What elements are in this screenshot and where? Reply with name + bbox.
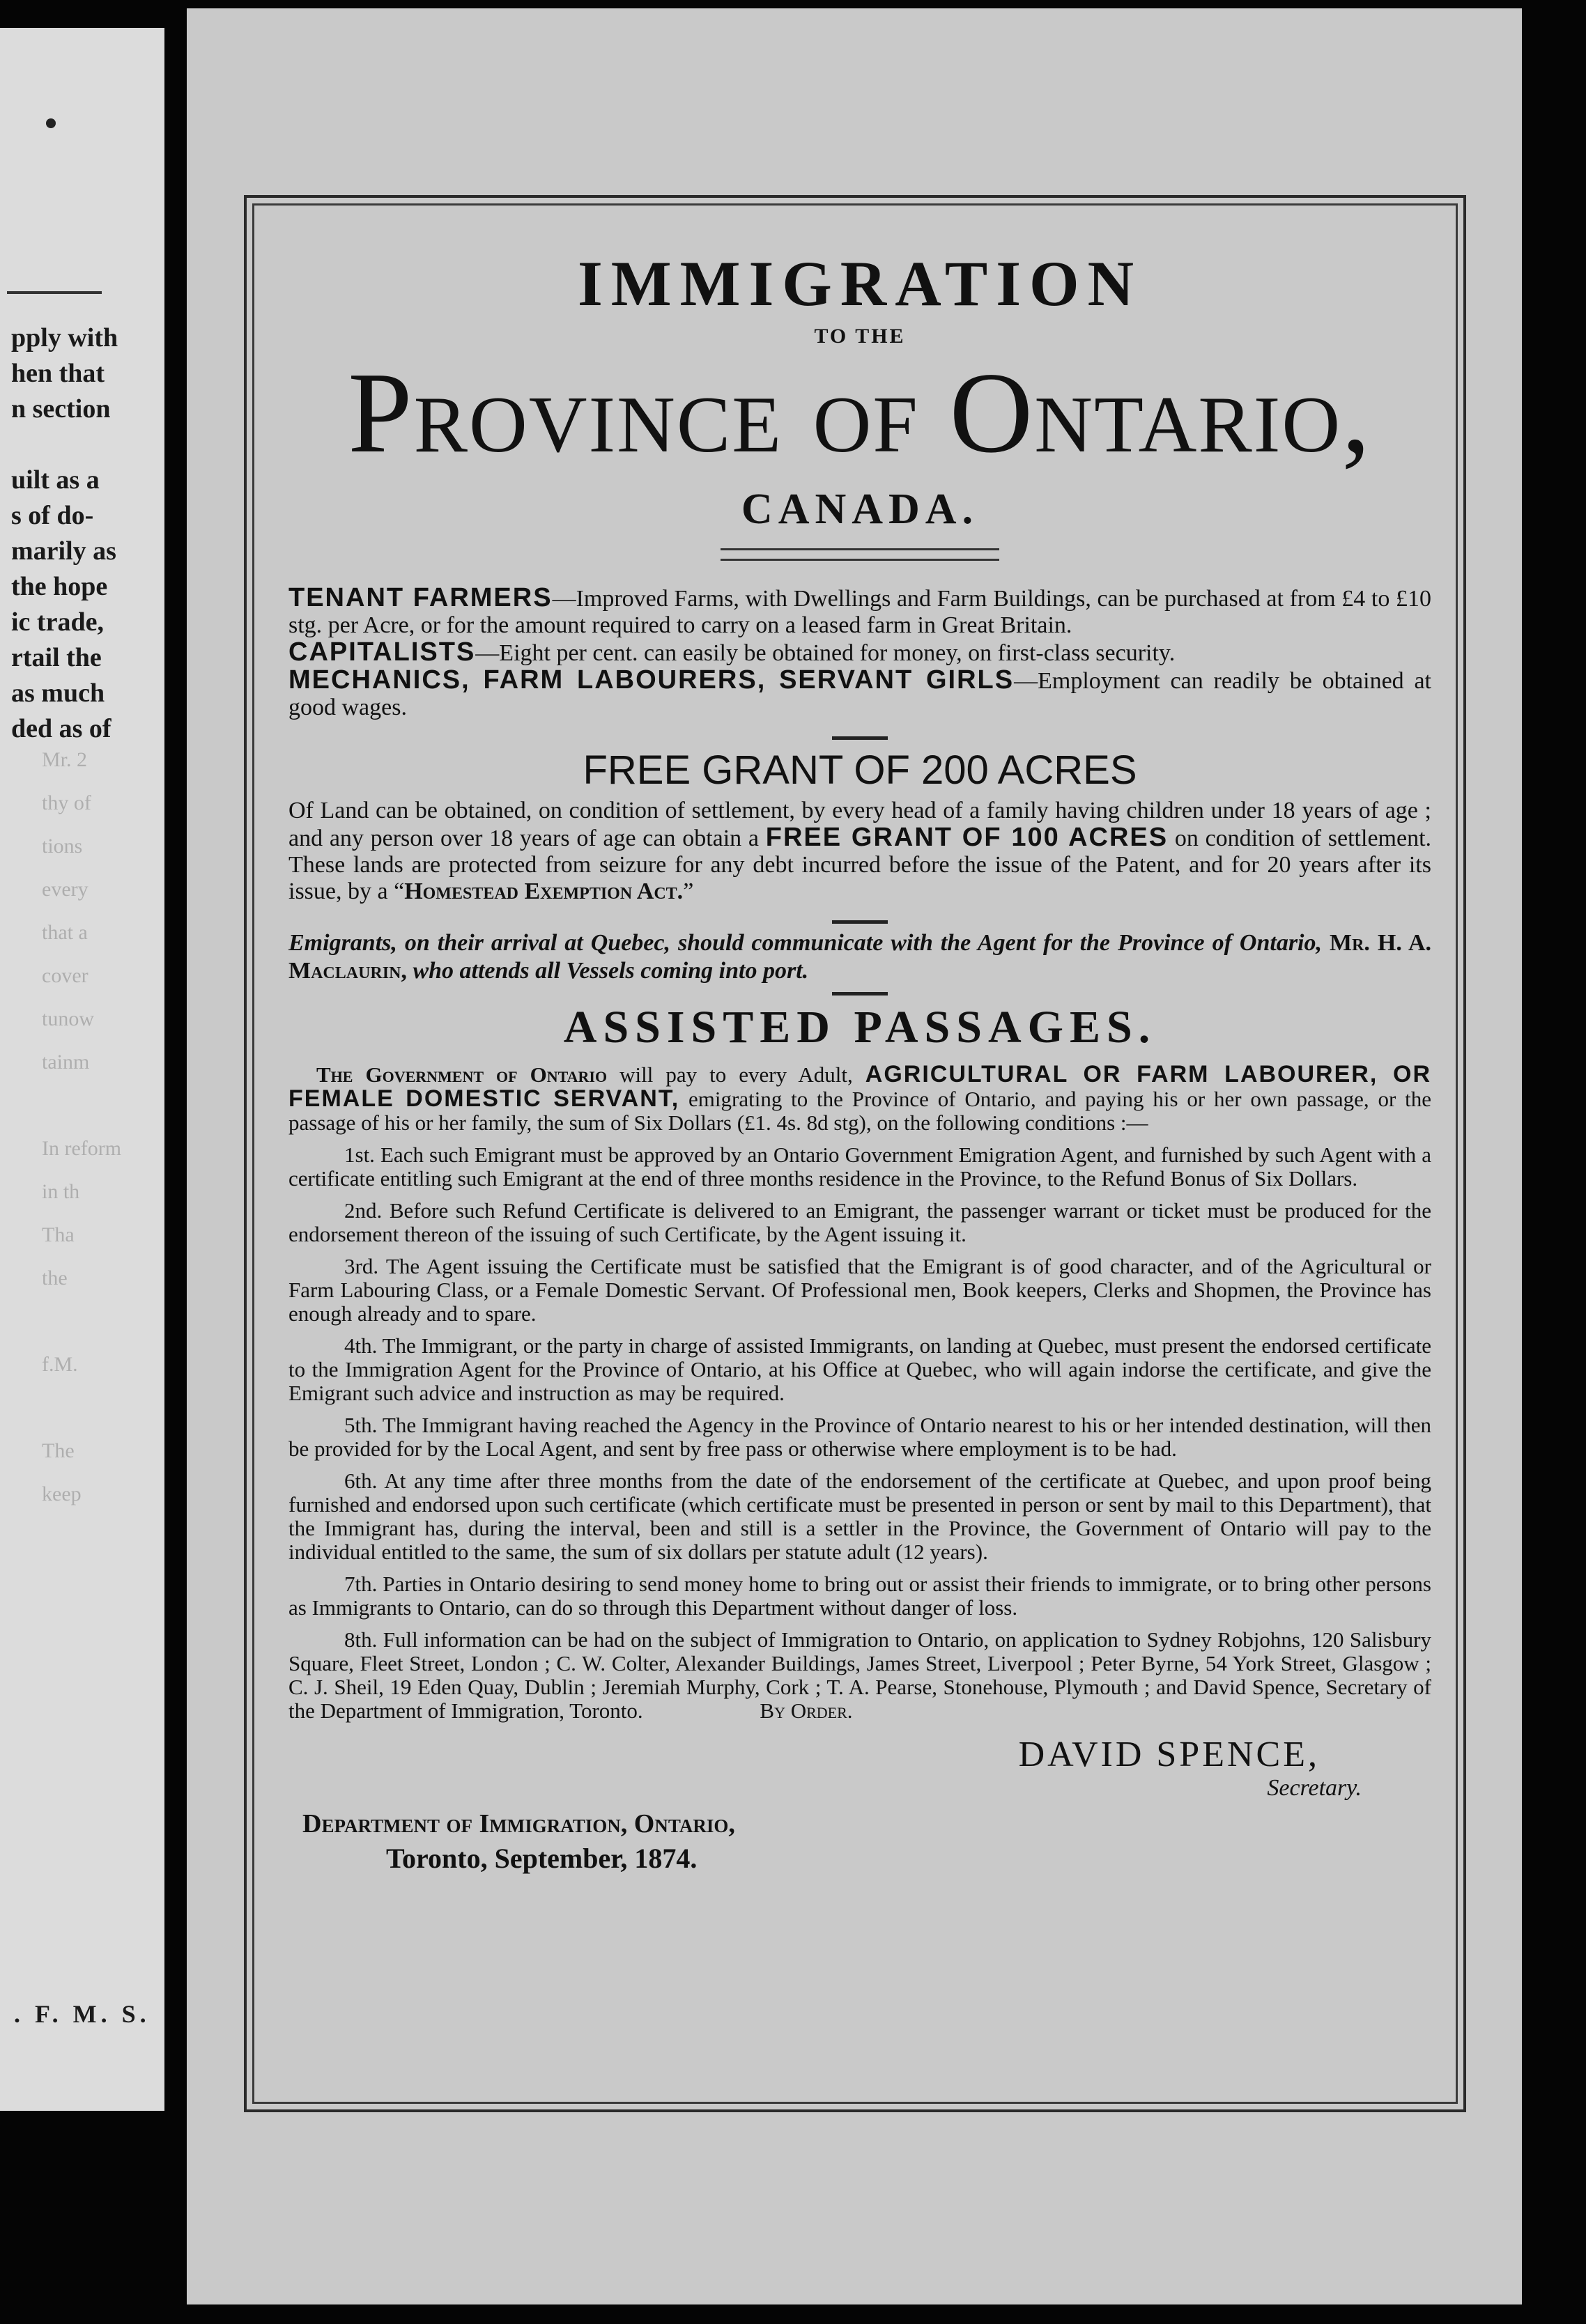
free-grant-bold: FREE GRANT OF 100 ACRES — [765, 823, 1169, 852]
facing-line: rtail the — [11, 643, 102, 672]
title-double-rule — [721, 548, 999, 561]
emigrants-notice — [288, 929, 1431, 985]
free-grant-text-2: on condition of settlement. These lands are protected from seizure for any debt incurred before the issue of the Patent, and for 20 years after its issue, by a “ — [288, 826, 1432, 904]
ink-dot — [46, 118, 56, 128]
bleed-line — [42, 1516, 153, 1559]
to-the-text: TO THE — [814, 325, 906, 348]
capitalists-label: CAPITALISTS — [288, 637, 476, 667]
condition-2: 2nd. Before such Refund Certificate is delivered to an Emigrant, the passenger warrant or ticket must be produced for the endorsement thereon of the issuing of such Certificate, by the Agent issuing it. — [288, 1198, 1431, 1246]
province-title: Province of Ontario, — [348, 348, 1372, 477]
bleed-line: tainm — [42, 1051, 90, 1074]
secretary-title: Secretary. — [1267, 1775, 1362, 1801]
tenant-label: TENANT FARMERS — [288, 583, 553, 612]
bleed-line: the — [42, 1266, 68, 1289]
facing-line: hen that — [11, 359, 105, 388]
bleed-line: Mr. 2 — [42, 748, 88, 771]
condition-8-text: 8th. Full information can be had on the subject of Immigration to Ontario, on application to Sydney Robjohns, 120 Salisbury Square, Fleet Street, London ; C. W. Colter, Alexander Buildings, James Street, Liverpool ; Peter Byrne, 54 York Street, Glasgow ; C. J. Sheil, 19 Eden Quay, Dublin ; Jeremiah Murphy, Cork ; T. A. Pearse, Stonehouse, Plymouth ; and David Spence, Secretary of the Department of Immigration, Toronto. — [288, 1627, 1431, 1723]
condition-4: 4th. The Immigrant, or the party in charge of assisted Immigrants, on landing at Quebec, must present the endorsed certificate to the Immigration Agent for the Province of Ontario, at his Office at Quebec, who will again indorse the certificate, and give the Emigrant such advice and instruction as may be required. — [288, 1333, 1431, 1405]
mechanics-label: MECHANICS, FARM LABOURERS, SERVANT GIRLS — [288, 665, 1015, 695]
condition-6: 6th. At any time after three months from the date of the endorsement of the certificate at Quebec, and upon proof being furnished and endorsed upon such certificate (which certificate must be presented in person or sent by mail to this Department), that the Immigrant has, during the interval, been and still is a settler in the Province, the Government of Ontario will pay to the individual entitled to the same, the sum of six dollars per statute adult (12 years). — [288, 1469, 1431, 1564]
capitalists-text: —Eight per cent. can easily be obtained for money, on first-class security. — [475, 640, 1176, 666]
facing-line: ded as of — [11, 714, 111, 743]
poster-border — [244, 195, 1466, 2112]
free-grant-heading: FREE GRANT OF 200 ACRES — [583, 747, 1137, 793]
mechanics-text: —Employment can readily be obtained at good wages. — [288, 668, 1431, 720]
facing-line: marily as — [11, 536, 116, 566]
emigrants-text-2: who attends all Vessels coming into port. — [413, 958, 809, 984]
homestead-act: Homestead Exemption Act. — [404, 878, 684, 904]
bleed-line: In reform — [42, 1137, 122, 1160]
free-grant-end: ” — [683, 878, 694, 904]
facing-page-fragment — [0, 28, 164, 2111]
bleed-line: in th — [42, 1180, 80, 1203]
section-rule — [832, 992, 888, 996]
condition-3: 3rd. The Agent issuing the Certificate must be satisfied that the Emigrant is of good character, and of the Agricultural or Farm Labouring Class, or a Female Domestic Servant. Of Professional men, Book keepers, Clerks and Shopmen, the Province has enough already and to spare. — [288, 1254, 1431, 1326]
bleed-line: that a — [42, 921, 88, 944]
section-rule — [832, 736, 888, 740]
canada-subtitle: CANADA. — [741, 486, 979, 533]
facing-line: n section — [11, 394, 111, 424]
assisted-passages-heading: ASSISTED PASSAGES. — [563, 1002, 1157, 1053]
assisted-intro-2: will pay to every Adult, — [619, 1062, 853, 1087]
assisted-bold: AGRICULTURAL OR FARM LABOURER, OR FEMALE DOMESTIC SERVANT, — [288, 1061, 1432, 1112]
bleed-line: f.M. — [42, 1353, 78, 1376]
by-order: By Order. — [760, 1698, 853, 1723]
capitalists-paragraph — [288, 639, 1431, 667]
condition-7: 7th. Parties in Ontario desiring to send money home to bring out or assist their friends to immigrate, or to bring other persons as Immigrants to Ontario, can do so through this Department without danger of loss. — [288, 1572, 1431, 1620]
assisted-intro-3: emigrating to the Province of Ontario, and paying his or her own passage, or the passage of his or her family, the sum of Six Dollars (£1. 4s. 8d stg), on the following conditions :— — [288, 1087, 1431, 1135]
assisted-intro-1: The Government of Ontario — [316, 1062, 608, 1087]
bleed-line — [42, 1386, 153, 1430]
condition-1: 1st. Each such Emigrant must be approved by an Ontario Government Emigration Agent, and furnished by such Agent with a certificate entitling such Emigrant at the end of three months residence in the Province, to the Refund Bonus of Six Dollars. — [288, 1142, 1431, 1191]
date-line: Toronto, September, 1874. — [386, 1843, 698, 1874]
bleed-line: tunow — [42, 1007, 94, 1030]
emigrants-text-1: Emigrants, on their arrival at Quebec, should communicate with the Agent for the Province of Ontario, — [288, 930, 1322, 956]
facing-line: the hope — [11, 572, 108, 601]
facing-line: uilt as a — [11, 465, 100, 495]
poster-page — [187, 8, 1522, 2304]
signature: DAVID SPENCE, — [1018, 1735, 1320, 1774]
bleed-line: cover — [42, 964, 88, 987]
condition-8 — [288, 1628, 1431, 1723]
facing-line: pply with — [11, 323, 118, 353]
bleed-line — [42, 1300, 153, 1343]
bleed-line: keep — [42, 1482, 82, 1505]
facing-line: ic trade, — [11, 607, 104, 637]
bleed-line: Tha — [42, 1223, 75, 1246]
poster-content — [288, 226, 1431, 1875]
tenant-text: —Improved Farms, with Dwellings and Farm Buildings, can be purchased at from £4 to £10 stg. per Acre, or for the amount required to carry on a leased farm in Great Britain. — [288, 586, 1431, 638]
bleed-line — [42, 1084, 153, 1127]
facing-line: as much — [11, 679, 105, 708]
bleed-line: tions — [42, 835, 83, 858]
condition-5: 5th. The Immigrant having reached the Agency in the Province of Ontario nearest to his or her intended destination, will then be provided for by the Local Agent, and sent by free pass or otherwise where employment is to be had. — [288, 1413, 1431, 1461]
assisted-intro — [288, 1062, 1431, 1135]
agent-name: Mr. H. A. Maclaurin, — [288, 930, 1431, 984]
facing-page-footer: . F. M. S. — [14, 2000, 151, 2028]
bleed-through-text — [42, 738, 153, 1574]
facing-line: s of do- — [11, 501, 94, 530]
bleed-line: every — [42, 878, 88, 901]
tenant-farmers-paragraph — [288, 584, 1431, 639]
free-grant-text-1: Of Land can be obtained, on condition of settlement, by every head of a family having children under 18 years of age ; and any person over 18 years of age can obtain a — [288, 798, 1431, 851]
mechanics-paragraph — [288, 667, 1431, 721]
facing-page-text — [11, 320, 118, 747]
department-line: Department of Immigration, Ontario, — [302, 1809, 735, 1838]
section-rule — [832, 920, 888, 924]
facing-page-rule — [7, 291, 102, 294]
free-grant-paragraph — [288, 798, 1431, 905]
facing-line — [11, 427, 118, 463]
bleed-line: thy of — [42, 791, 91, 814]
bleed-line: The — [42, 1439, 75, 1462]
poster-heading: IMMIGRATION — [577, 248, 1143, 319]
